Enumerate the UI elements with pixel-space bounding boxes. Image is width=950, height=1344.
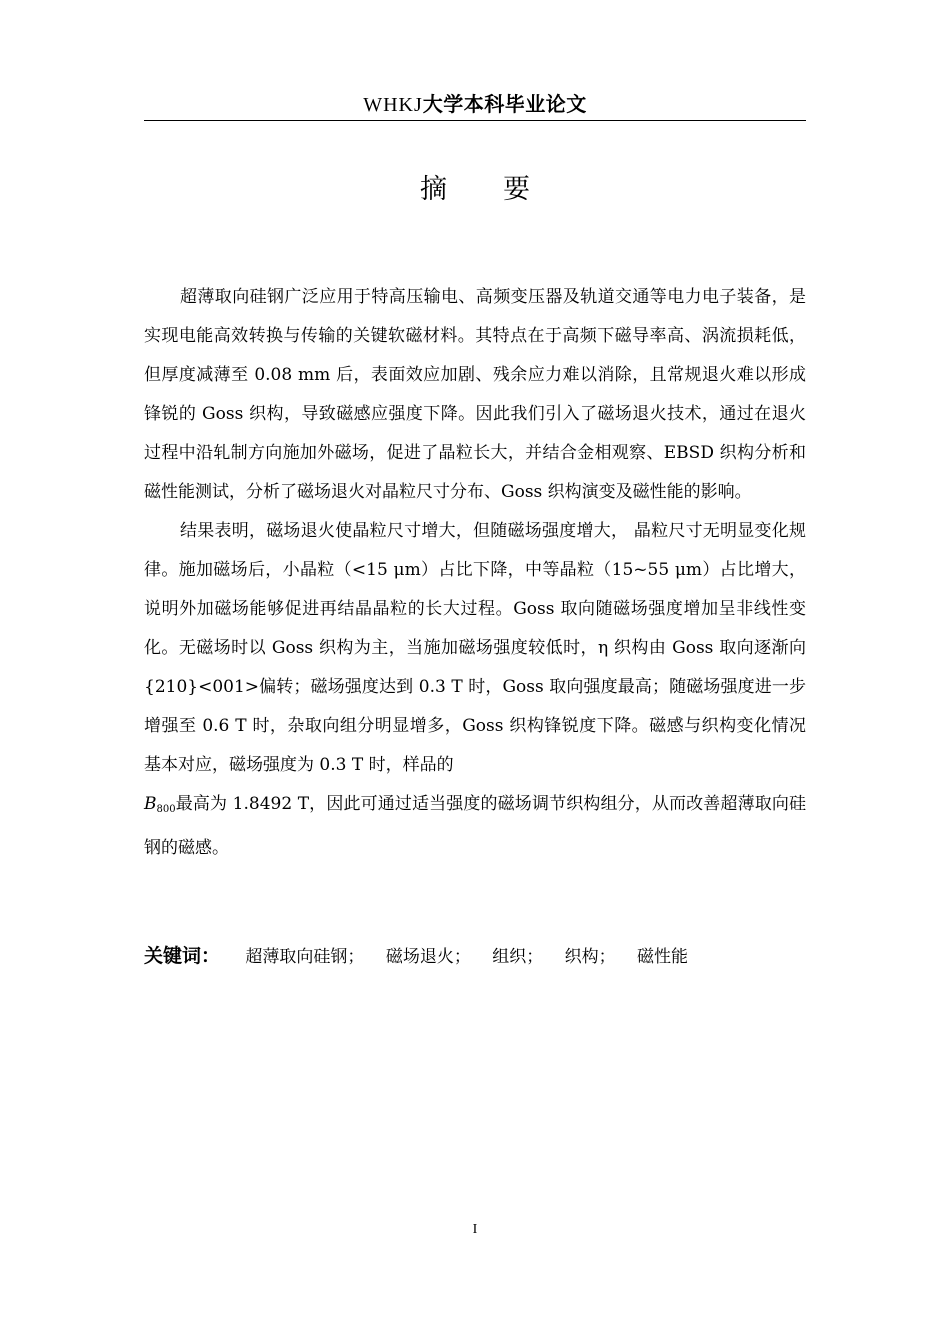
page-number: I — [472, 1222, 478, 1237]
abstract-paragraph-2 — [144, 512, 806, 868]
abstract-title — [144, 168, 806, 212]
keyword-item: 织构； — [564, 947, 616, 967]
b800-symbol — [144, 794, 176, 814]
header-suffix: 大学本科毕业论文 — [422, 92, 587, 116]
abstract-paragraph-2-part-1: 结果表明，磁场退火使晶粒尺寸增大，但随磁场强度增大， 晶粒尺寸无明显变化规律。施加磁场后，小晶粒（<15 μm）占比下降，中等晶粒（15~55 μm）占比增大，说明外加磁场能够促进再结晶晶粒的长大过程。Goss 取向随磁场强度增加呈非线性变化。无磁场时以 Goss 织构为主，当施加磁场强度较低时，η 织构由 Goss 取向逐渐向{210}<001>偏转；磁场强度达到 0.3 T 时，Goss 取向强度最高；随磁场强度进一步增强至 0.6 T 时，杂取向组分明显增多，Goss 织构锋锐度下降。磁感与织构变化情况基本对应，磁场强度为 0.3 T 时，样品的 — [144, 521, 806, 775]
keywords-label: 关键词： — [144, 945, 221, 967]
abstract-paragraph-1: 超薄取向硅钢广泛应用于特高压输电、高频变压器及轨道交通等电力电子装备，是实现电能高效转换与传输的关键软磁材料。其特点在于高频下磁导率高、涡流损耗低，但厚度减薄至 0.08 mm 后，表面效应加剧、残余应力难以消除，且常规退火难以形成锋锐的 Goss 织构，导致磁感应强度下降。因此我们引入了磁场退火技术，通过在退火过程中沿轧制方向施加外磁场，促进了晶粒长大，并结合金相观察、EBSD 织构分析和磁性能测试，分析了磁场退火对晶粒尺寸分布、Goss 织构演变及磁性能的影响。 — [144, 287, 806, 502]
abstract-paragraph-2-part-2: 最高为 1.8492 T，因此可通过适当强度的磁场调节织构组分，从而改善超薄取向硅钢的磁感。 — [144, 794, 806, 858]
keyword-item: 组织； — [492, 947, 544, 967]
keyword-item: 磁场退火； — [385, 947, 471, 967]
abstract-body — [144, 278, 806, 868]
header-prefix: WHKJ — [363, 94, 423, 116]
abstract-title-char-1: 摘 — [420, 174, 447, 205]
page-header — [144, 88, 806, 121]
b-symbol: B — [144, 794, 157, 814]
abstract-title-char-2: 要 — [503, 174, 530, 205]
keyword-item: 超薄取向硅钢； — [245, 947, 365, 967]
b-subscript: 800 — [156, 804, 176, 815]
keywords-line — [144, 938, 806, 975]
keyword-item: 磁性能 — [637, 947, 689, 967]
